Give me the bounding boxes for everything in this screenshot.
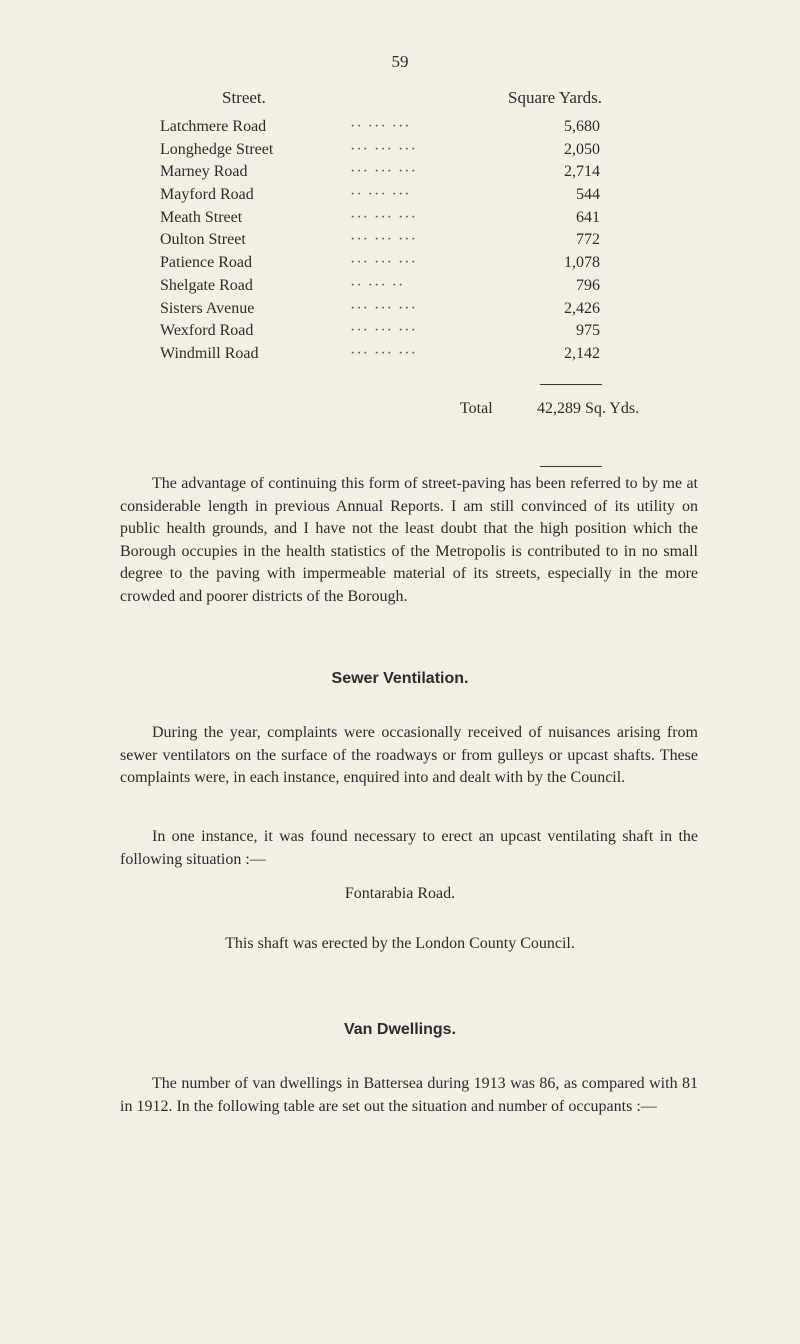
table-row	[160, 209, 680, 232]
heading-sewer-ventilation: Sewer Ventilation.	[331, 670, 469, 687]
square-yards-value: 2,142	[564, 344, 600, 362]
square-yards-value: 796	[576, 276, 600, 294]
paragraph-street-paving: The advantage of continuing this form of street-paving has been referred to by me at considerable length in previous Annual Reports. I am still convinced of its utility on public health grounds, and I have not the least doubt that the high position which the Borough occupies in the health statistics of the Metropolis is contributed to in no small degree to the paving with impermeable material of its streets, especially in the more crowded and poorer districts of the Borough.	[120, 475, 698, 605]
paragraph-upcast-shaft: In one instance, it was found necessary to erect an upcast ventilating shaft in the following situation :—	[120, 828, 698, 868]
table-row	[160, 231, 680, 254]
table-row	[160, 322, 680, 345]
street-name: Oulton Street	[160, 231, 246, 249]
table-header	[160, 88, 680, 118]
table-row	[160, 186, 680, 209]
leader-dots: ·· ··· ···	[350, 186, 411, 204]
paragraph-shaft-erected: This shaft was erected by the London County Council.	[225, 935, 575, 952]
street-name: Latchmere Road	[160, 118, 267, 135]
leader-dots: ·· ··· ··	[350, 276, 405, 294]
leader-dots: ··· ··· ···	[350, 299, 417, 317]
leader-dots: ··· ··· ···	[350, 344, 417, 362]
table-row	[160, 141, 680, 164]
street-name: Patience Road	[160, 254, 252, 272]
table-row	[160, 277, 680, 300]
paragraph-complaints: During the year, complaints were occasionally received of nuisances arising from sewer ventilators on the surface of the roadways or from gulleys or upcast shafts. These complaints were, in each instance, enquired into and dealt with by the Council.	[120, 724, 698, 787]
square-yards-value: 2,426	[564, 299, 600, 317]
total-rule	[540, 466, 602, 467]
street-table	[160, 88, 680, 417]
square-yards-value: 544	[576, 186, 600, 204]
leader-dots: ··· ··· ···	[350, 322, 417, 340]
table-row	[160, 163, 680, 186]
leader-dots: ··· ··· ···	[350, 231, 417, 249]
page-number: 59	[391, 52, 409, 71]
street-name: Meath Street	[160, 208, 243, 226]
subtotal-rule	[540, 384, 602, 385]
leader-dots: ··· ··· ···	[350, 208, 417, 226]
square-yards-value: 5,680	[564, 118, 600, 135]
paragraph-van-dwellings: The number of van dwellings in Battersea during 1913 was 86, as compared with 81 in 1912. In the following table are set out the situation and number of occupants :—	[120, 1075, 698, 1115]
street-name: Mayford Road	[160, 186, 254, 204]
street-name: Wexford Road	[160, 322, 254, 340]
street-name: Shelgate Road	[160, 276, 253, 294]
street-name: Longhedge Street	[160, 140, 274, 158]
table-row	[160, 254, 680, 277]
column-header-square-yards: Square Yards.	[508, 88, 602, 107]
table-body	[160, 118, 680, 368]
leader-dots: ··· ··· ···	[350, 140, 417, 158]
leader-dots: ·· ··· ···	[350, 118, 411, 135]
heading-van-dwellings: Van Dwellings.	[343, 1021, 457, 1038]
square-yards-value: 772	[576, 231, 600, 249]
total-label: Total	[460, 400, 493, 417]
street-name: Sisters Avenue	[160, 299, 255, 317]
location-line: Fontarabia Road.	[344, 885, 456, 902]
street-name: Windmill Road	[160, 344, 259, 362]
square-yards-value: 1,078	[564, 254, 600, 272]
leader-dots: ··· ··· ···	[350, 254, 417, 272]
square-yards-value: 641	[576, 208, 600, 226]
square-yards-value: 2,714	[564, 163, 600, 181]
total-row	[160, 400, 680, 424]
table-row	[160, 300, 680, 323]
column-header-street: Street.	[222, 88, 266, 107]
table-row	[160, 118, 680, 141]
table-row	[160, 345, 680, 368]
square-yards-value: 975	[576, 322, 600, 340]
street-name: Marney Road	[160, 163, 248, 181]
leader-dots: ··· ··· ···	[350, 163, 417, 181]
square-yards-value: 2,050	[564, 140, 600, 158]
total-value: 42,289 Sq. Yds.	[537, 400, 640, 417]
